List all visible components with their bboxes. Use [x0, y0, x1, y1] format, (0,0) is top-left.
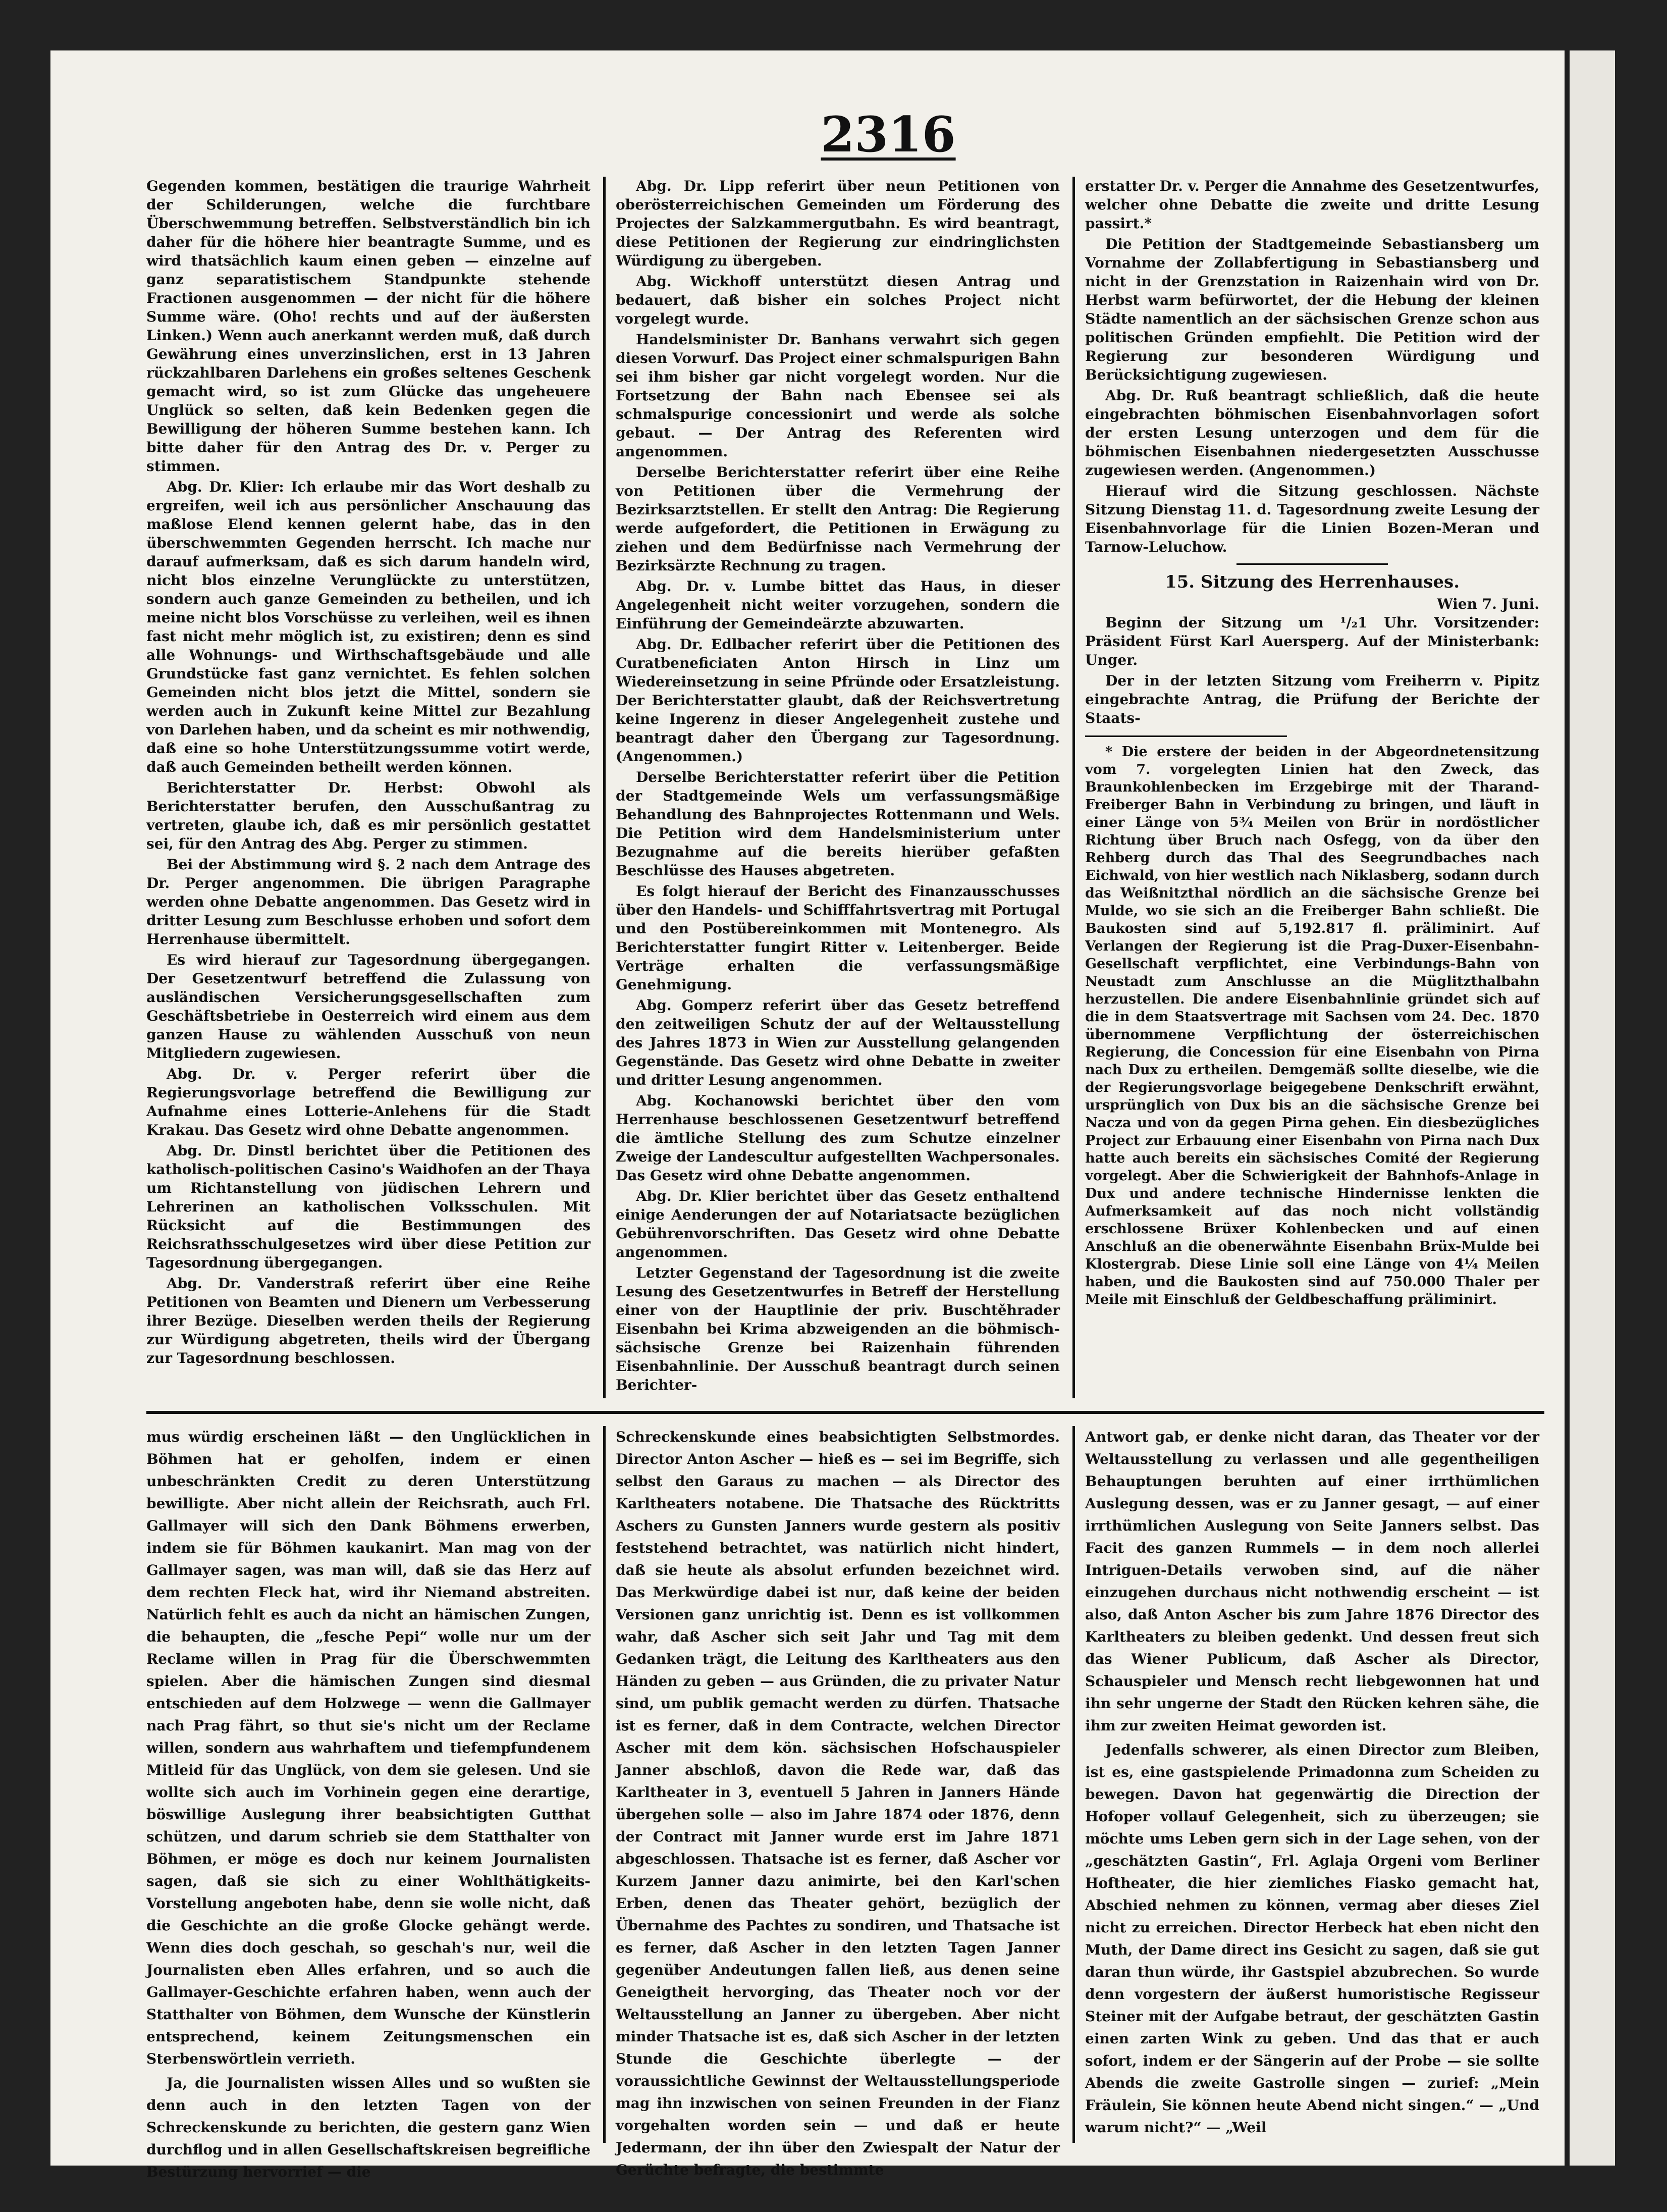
paragraph: Abg. Dr. Klier: Ich erlaube mir das Wort deshalb zu ergreifen, weil ich aus persönlicher Anschauung das maßlose Elend kennen gelernt habe, das in den überschwemmten Gegenden herrscht. Ich mache nur darauf aufmerksam, daß es sich darum handeln wird, nicht blos einzelne Verunglückte zu unterstützen, sondern auch ganze Gemeinden zu betheilen, und ich meine nicht blos Vorschüsse zu verleihen, weil es ihnen fast nicht mehr möglich ist, zu existiren; denn es sind alle Wohnungs- und Wirthschaftsgebäude und alle Grundstücke fast ganz vernichtet. Es fehlen solchen Gemeinden nicht blos jetzt die Mittel, sondern sie werden auch in Zukunft keine Mittel zur Bezahlung von Darlehen haben, und da scheint es mir nothwendig, daß eine so hohe Unterstützungssumme votirt werde, daß auch Gemeinden betheilt werden können.	[146, 479, 590, 775]
paragraph: Gegenden kommen, bestätigen die traurige Wahrheit der Schilderungen, welche die furchtbare Überschwemmung betreffen. Selbstverständlich bin ich daher für die höhere hier beantragte Summe, und es wird thatsächlich kaum einen geben — einzelne auf ganz separatistischem Standpunkte stehende Fractionen ausgenommen — der nicht für die höhere Summe wäre. (Oho! rechts und auf der äußersten Linken.) Wenn auch anerkannt werden muß, daß durch Gewährung eines unverzinslichen, erst in 13 Jahren rückzahlbaren Darlehens ein großes seltenes Geschenk gemacht wird, so ist zum Glücke das ungeheuere Unglück so selten, daß kein Bedenken gegen die Bewilligung der höheren Summe bestehen kann. Ich bitte daher für den Antrag des Dr. v. Perger zu stimmen.	[146, 178, 590, 475]
paragraph: Abg. Dr. Lipp referirt über neun Petitionen von oberösterreichischen Gemeinden um Förderung des Projectes der Salzkammergutbahn. Es wird beantragt, diese Petitionen der Regierung zur eindringlichsten Würdigung zu übergeben.	[616, 178, 1060, 269]
newspaper-page	[50, 50, 1615, 2180]
paragraph: Abg. Wickhoff unterstützt diesen Antrag und bedauert, daß bisher ein solches Project nicht vorgelegt wurde.	[616, 273, 1060, 327]
paragraph: Jedenfalls schwerer, als einen Director zum Bleiben, ist es, eine gastspielende Primadonna zum Scheiden zu bewegen. Davon hat gegenwärtig die Direction der Hofoper vollauf Gelegenheit, sich zu überzeugen; sie möchte ums Leben gern sich in der Lage sehen, von der „geschätzten Gastin“, Frl. Aglaja Orgeni vom Berliner Hoftheater, die hier ziemliches Fiasko gemacht hat, Abschied nehmen zu können, vermag aber dieses Ziel nicht zu erreichen. Director Herbeck hat eben nicht den Muth, der Dame direct ins Gesicht zu sagen, daß sie gut daran thun würde, ihr Gastspiel abzubrechen. So wurde denn vorgestern der äußerst humoristische Regisseur Steiner mit der Aufgabe betraut, der geschätzten Gastin einen zarten Wink zu geben. Und das that er auch sofort, indem er der Sängerin auf der Probe — sie sollte Abends die zweite Gastrolle singen — zurief: „Mein Fräulein, Sie können heute Abend nicht singen.“ — „Und warum nicht?“ — „Weil	[1085, 1742, 1539, 2136]
paragraph: Abg. Dr. v. Perger referirt über die Regierungsvorlage betreffend die Bewilligung zur Aufnahme eines Lotterie-Anlehens für die Stadt Krakau. Das Gesetz wird ohne Debatte angenommen.	[146, 1066, 590, 1138]
paragraph: Antwort gab, er denke nicht daran, das Theater vor der Weltausstellung zu verlassen und alle gegentheiligen Behauptungen beruhten auf einer irrthümlichen Auslegung dessen, was er zu Janner gesagt, — auf einer irrthümlichen Auslegung von Seite Janners selbst. Das Facit des ganzen Rummels — in dem noch allerlei Intriguen-Details verwoben sind, auf die näher einzugehen durchaus nicht nothwendig erscheint — ist also, daß Anton Ascher bis zum Jahre 1876 Director des Karltheaters zu bleiben gedenkt. Und dessen freut sich das Wiener Publicum, daß Ascher als Director, Schauspieler und Mensch recht liebgewonnen hat und ihn sehr ungerne der Stadt den Rücken kehren sähe, die ihm zur zweiten Heimat geworden ist.	[1085, 1429, 1539, 1734]
column-rule	[1072, 177, 1075, 1398]
paragraph: Abg. Kochanowski berichtet über den vom Herrenhause beschlossenen Gesetzentwurf betreffend die ämtliche Stellung des zum Schutze einzelner Zweige der Landescultur aufgestellten Wachpersonales. Das Gesetz wird ohne Debatte angenommen.	[616, 1092, 1060, 1184]
paragraph: Abg. Dr. Vanderstraß referirt über eine Reihe Petitionen von Beamten und Dienern um Verbesserung ihrer Bezüge. Dieselben werden theils der Regierung zur Würdigung abgetreten, theils wird der Übergang zur Tagesordnung beschlossen.	[146, 1275, 590, 1366]
dateline: Wien 7. Juni.	[1437, 596, 1539, 612]
paragraph: Hierauf wird die Sitzung geschlossen. Nächste Sitzung Dienstag 11. d. Tagesordnung zweite Lesung der Eisenbahnvorlage für die Linien Bozen-Meran und Tarnow-Leluchow.	[1085, 483, 1539, 555]
paragraph: Beginn der Sitzung um ¹/₂1 Uhr. Vorsitzender: Präsident Fürst Karl Auersperg. Auf der Ministerbank: Unger.	[1085, 614, 1539, 668]
paragraph: Abg. Dr. Klier berichtet über das Gesetz enthaltend einige Aenderungen der auf Notariatsacte bezüglichen Gebührenvorschriften. Das Gesetz wird ohne Debatte angenommen.	[616, 1188, 1060, 1260]
paragraph: Derselbe Berichterstatter referirt über die Petition der Stadtgemeinde Wels um verfassungsmäßige Behandlung des Bahnprojectes Rottenmann und Wels. Die Petition wird dem Handelsministerium unter Bezugnahme auf die bereits hierüber gefaßten Beschlüsse des Hauses abgetreten.	[616, 769, 1060, 879]
upper-column-3	[1085, 177, 1539, 1398]
upper-column-2	[616, 177, 1060, 1398]
footnote: * Die erstere der beiden in der Abgeordnetensitzung vom 7. vorgelegten Linien hat den Zweck, das Braunkohlenbecken im Erzgebirge mit der Tharand-Freiberger Bahn in Verbindung zu bringen, und läuft in einer Länge von 5¾ Meilen von Brür in nordöstlicher Richtung über Bruch nach Osfegg, von da über den Rehberg durch das Thal des Seegrundbaches nach Eichwald, von hier westlich nach Niklasberg, sodann durch das Weißnitzthal nördlich an die sächsische Grenze bei Mulde, wo sie sich an die Freiberger Bahn schließt. Die Baukosten sind auf 5,192.817 fl. präliminirt. Auf Verlangen der Regierung ist die Prag-Duxer-Eisenbahn-Gesellschaft verpflichtet, eine Verbindungs-Bahn von Neustadt zum Anschlusse an die Müglitzthalbahn herzustellen. Die andere Eisenbahnlinie gründet sich auf die in dem Staatsvertrage mit Sachsen vom 24. Dec. 1870 übernommene Verpflichtung der österreichischen Regierung, die Concession für eine Eisenbahn von Pirna nach Dux zu ertheilen. Demgemäß sollte dieselbe, wie die der Regierungsvorlage beigegebene Denkschrift erwähnt, ursprünglich von Dux bis an die sächsische Grenze bei Nacza und von da gegen Pirna gehen. Ein diesbezügliches Project zur Erbauung einer Eisenbahn von Pirna nach Dux hatte auch bereits ein sächsisches Comité der Regierung vorgelegt. Aber die Schwierigkeit der Bahnhofs-Anlage in Dux und andere technische Hindernisse lenkten die Aufmerksamkeit auf das noch nicht vollständig erschlossene Brüxer Kohlenbecken und auf einen Anschluß an die obenerwähnte Eisenbahn Brüx-Mulde bei Klostergrab. Diese Linie soll eine Länge von 4¼ Meilen haben, und die Baukosten sind auf 750.000 Thaler per Meile mit Einschluß der Geldbeschaffung präliminirt.	[1085, 744, 1539, 1307]
upper-column-1	[146, 177, 590, 1398]
paragraph: Letzter Gegenstand der Tagesordnung ist die zweite Lesung des Gesetzentwurfes in Betreff der Herstellung einer von der Hauptlinie der priv. Buschtěhrader Eisenbahn bei Krima abzweigenden an die böhmisch-sächsische Grenze bei Raizenhain führenden Eisenbahnlinie. Der Ausschuß beantragt durch seinen Berichter-	[616, 1265, 1060, 1393]
lower-column-1	[146, 1426, 590, 2180]
column-rule	[1072, 1426, 1075, 2143]
paragraph: Die Petition der Stadtgemeinde Sebastiansberg um Vornahme der Zollabfertigung in Sebastiansberg und nicht in der Grenzstation in Raizenhain wird von Dr. Herbst warm befürwortet, der die Hebung der kleinen Städte namentlich an der sächsischen Grenze schon aus politischen Gründen empfiehlt. Die Petition wird der Regierung zur besonderen Würdigung und Berücksichtigung zugewiesen.	[1085, 236, 1539, 383]
paragraph: Bei der Abstimmung wird §. 2 nach dem Antrage des Dr. Perger angenommen. Die übrigen Paragraphe werden ohne Debatte angenommen. Das Gesetz wird in dritter Lesung zum Beschlusse erhoben und sofort dem Herrenhause übermittelt.	[146, 856, 590, 947]
paragraph: Handelsminister Dr. Banhans verwahrt sich gegen diesen Vorwurf. Das Project einer schmalspurigen Bahn sei ihm bisher gar nicht vorgelegt worden. Nur die Fortsetzung der Bahn nach Ebensee sei als schmalspurige concessionirt und werde als solche gebaut. — Der Antrag des Referenten wird angenommen.	[616, 331, 1060, 460]
paragraph: erstatter Dr. v. Perger die Annahme des Gesetzentwurfes, welcher ohne Debatte die zweite und dritte Lesung passirt.*	[1085, 178, 1539, 232]
paragraph: Abg. Gomperz referirt über das Gesetz betreffend den zeitweiligen Schutz der auf der Weltausstellung des Jahres 1873 in Wien zur Ausstellung gelangenden Gegenstände. Das Gesetz wird ohne Debatte in zweiter und dritter Lesung angenommen.	[616, 997, 1060, 1088]
paragraph: Berichterstatter Dr. Herbst: Obwohl als Berichterstatter berufen, den Ausschußantrag zu vertreten, glaube ich, daß es mir persönlich gestattet sei, für den Antrag des Abg. Perger zu stimmen.	[146, 779, 590, 852]
section-divider	[1236, 563, 1388, 565]
paragraph: Ja, die Journalisten wissen Alles und so wußten sie denn auch in den letzten Tagen von der Schreckenskunde zu berichten, die gestern ganz Wien durchflog und in allen Gesellschaftskreisen begreifliche Bestürzung hervorrief — die	[146, 2075, 590, 2180]
column-rule	[603, 1426, 606, 2143]
adjacent-page-edge	[1565, 50, 1615, 2166]
feuilleton-rule	[146, 1411, 1544, 1414]
paragraph: Es wird hierauf zur Tagesordnung übergegangen. Der Gesetzentwurf betreffend die Zulassung von ausländischen Versicherungsgesellschaften zum Geschäftsbetriebe in Oesterreich wird einem aus dem ganzen Hause zu wählenden Ausschuß von neun Mitgliedern zugewiesen.	[146, 952, 590, 1062]
lower-column-2	[616, 1426, 1060, 2178]
paragraph: Abg. Dr. v. Lumbe bittet das Haus, in dieser Angelegenheit nicht weiter vorzugehen, sondern die Einführung der Gemeindeärzte abzuwarten.	[616, 578, 1060, 632]
paragraph: mus würdig erscheinen läßt — den Unglücklichen in Böhmen hat er geholfen, indem er einen unbeschränkten Credit zu deren Unterstützung bewilligte. Aber nicht allein der Reichsrath, auch Frl. Gallmayer will sich den Dank Böhmens erwerben, indem sie für Böhmen kaukanirt. Man mag von der Gallmayer sagen, was man will, daß sie das Herz auf dem rechten Fleck hat, wird ihr Niemand abstreiten. Natürlich fehlt es auch da nicht an hämischen Zungen, die behaupten, die „fesche Pepi“ wolle nur um der Reclame willen in Prag für die Überschwemmten spielen. Aber die hämischen Zungen sind diesmal entschieden auf dem Holzwege — wenn die Gallmayer nach Prag fährt, so thut sie's nicht um der Reclame willen, sondern aus wahrhaftem und tiefempfundenem Mitleid für das Unglück, von dem sie gelesen. Und sie wollte sich auch im Vorhinein gegen eine derartige, böswillige Auslegung ihrer beabsichtigten Gutthat schützen, und darum schrieb sie dem Statthalter von Böhmen, er möge es doch nur keinem Journalisten sagen, daß sie sich zu einer Wohlthätigkeits-Vorstellung angeboten habe, denn sie wolle nicht, daß die Geschichte an die große Glocke gehängt werde. Wenn dies doch geschah, so geschah's nur, weil die Journalisten eben Alles erfahren, und so auch die Gallmayer-Geschichte erfahren haben, wenn auch der Statthalter von Böhmen, dem Wunsche der Künstlerin entsprechend, keinem Zeitungsmenschen ein Sterbenswörtlein verrieth.	[146, 1429, 590, 2067]
column-rule	[603, 177, 606, 1398]
paragraph: Abg. Dr. Edlbacher referirt über die Petitionen des Curatbeneficiaten Anton Hirsch in Linz um Wiedereinsetzung in seine Pfründe oder Ersatzleistung. Der Berichterstatter glaubt, daß der Reichsvertretung keine Ingerenz in dieser Angelegenheit zustehe und beantragt daher den Übergang zur Tagesordnung. (Angenommen.)	[616, 636, 1060, 765]
paragraph: Abg. Dr. Ruß beantragt schließlich, daß die heute eingebrachten böhmischen Eisenbahnvorlagen sofort der ersten Lesung unterzogen und dem für die böhmischen Eisenbahnen niedergesetzten Ausschusse zugewiesen werden. (Angenommen.)	[1085, 387, 1539, 479]
footnote-divider	[1085, 735, 1287, 737]
section-heading: 15. Sitzung des Herrenhauses.	[1164, 572, 1460, 592]
paragraph: Es folgt hierauf der Bericht des Finanzausschusses über den Handels- und Schifffahrtsvertrag mit Portugal und den Postübereinkommen mit Montenegro. Als Berichterstatter fungirt Ritter v. Leitenberger. Beide Verträge erhalten die verfassungsmäßige Genehmigung.	[616, 883, 1060, 993]
paragraph: Schreckenskunde eines beabsichtigten Selbstmordes. Director Anton Ascher — hieß es — sei im Begriffe, sich selbst den Garaus zu machen — als Director des Karltheaters notabene. Die Thatsache des Rücktritts Aschers zu Gunsten Janners wurde gestern als positiv feststehend betrachtet, was natürlich nicht hindert, daß sie heute als absolut erfunden bezeichnet wird. Das Merkwürdige dabei ist nur, daß keine der beiden Versionen ganz unrichtig ist. Denn es ist vollkommen wahr, daß Ascher sich seit Jahr und Tag mit dem Gedanken trägt, die Leitung des Karltheaters aus den Händen zu geben — aus Gründen, die zu privater Natur sind, um publik gemacht werden zu dürfen. Thatsache ist es ferner, daß in dem Contracte, welchen Director Ascher mit dem kön. sächsischen Hofschauspieler Janner abschloß, davon die Rede war, daß das Karltheater in 3, eventuell 5 Jahren in Janners Hände übergehen solle — also im Jahre 1874 oder 1876, denn der Contract mit Janner wurde erst im Jahre 1871 abgeschlossen. Thatsache ist es ferner, daß Ascher vor Kurzem Janner dazu animirte, bei den Karl'schen Erben, denen das Theater gehört, bezüglich der Übernahme des Pachtes zu sondiren, und Thatsache ist es ferner, daß Ascher in den letzten Tagen Janner gegenüber Andeutungen fallen ließ, aus denen seine Geneigtheit hervorging, das Theater noch vor der Weltausstellung an Janner zu übergeben. Aber nicht minder Thatsache ist es, daß sich Ascher in der letzten Stunde die Geschichte überlegte — der voraussichtliche Gewinnst der Weltausstellungsperiode mag ihn inzwischen von seinen Freunden in der Fianz vorgehalten worden sein — und daß er heute Jedermann, der ihn über den Zwiespalt der Natur der Gerüchte befragte, die bestimmte	[616, 1429, 1060, 2178]
paragraph: Abg. Dr. Dinstl berichtet über die Petitionen des katholisch-politischen Casino's Waidhofen an der Thaya um Richtanstellung von jüdischen Lehrern und Lehrerinen an katholischen Volksschulen. Mit Rücksicht auf die Bestimmungen des Reichsrathsschulgesetzes wird über diese Petition zur Tagesordnung übergegangen.	[146, 1142, 590, 1271]
lower-column-3	[1085, 1426, 1539, 2143]
paragraph: Der in der letzten Sitzung vom Freiherrn v. Pipitz eingebrachte Antrag, die Prüfung der Berichte der Staats-	[1085, 672, 1539, 726]
page-number: 2316	[821, 106, 956, 163]
paragraph: Derselbe Berichterstatter referirt über eine Reihe von Petitionen über die Vermehrung der Bezirksarztstellen. Er stellt den Antrag: Die Regierung werde aufgefordert, die Petitionen in Erwägung zu ziehen und dem Bedürfnisse nach Vermehrung der Bezirksärzte Rechnung zu tragen.	[616, 464, 1060, 574]
